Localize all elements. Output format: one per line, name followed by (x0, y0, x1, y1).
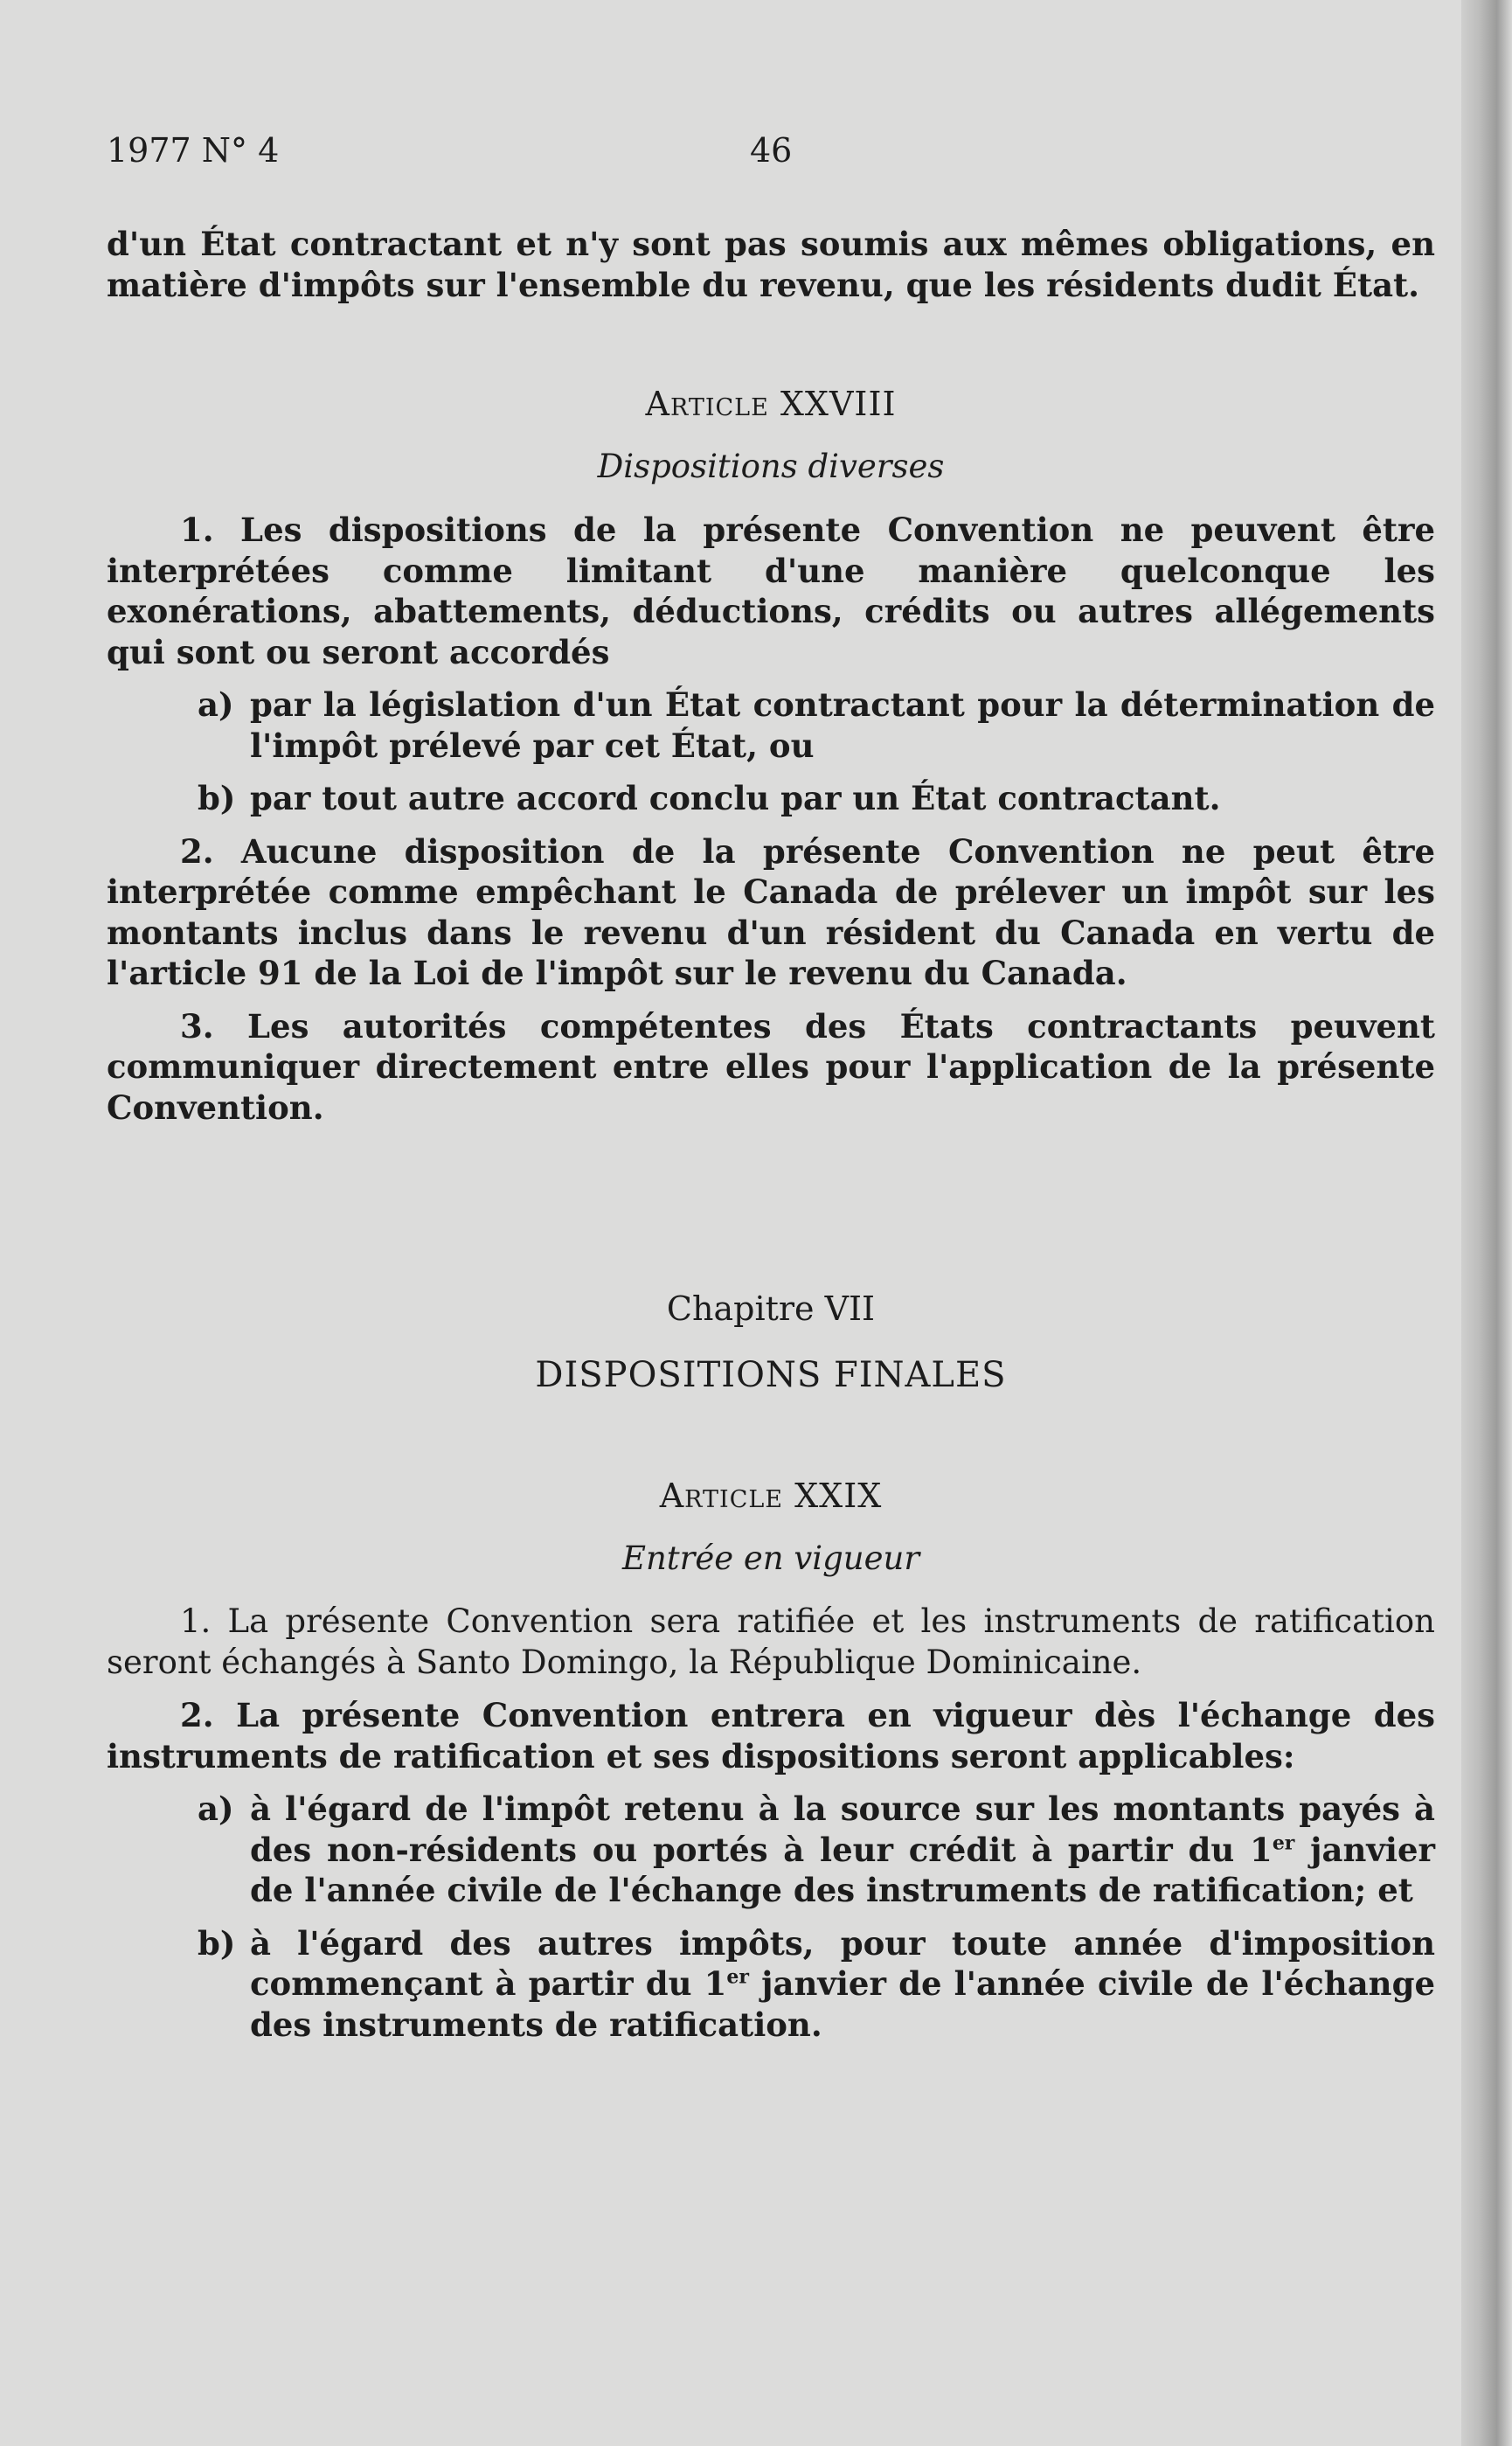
article-28-title: Article XXVIII (645, 385, 897, 423)
article-29-item-b (107, 1923, 1435, 2046)
superscript: er (726, 1965, 749, 1989)
document-page (107, 131, 1435, 2057)
article-29-title: Article XXIX (659, 1477, 883, 1515)
article-28-item-b (107, 778, 1435, 819)
article-29-subtitle: Entrée en vigueur (621, 1539, 920, 1577)
superscript: er (1272, 1831, 1295, 1855)
item-text-start: à l'égard de l'impôt retenu à la source sur les montants payés à des non-résidents ou portés à leur crédit à partir du 1 (250, 1789, 1435, 1869)
intro-paragraph: d'un État contractant et n'y sont pas soumis aux mêmes obligations, en matière d'impôts sur l'ensemble du revenu, que les résidents dudit État. (107, 225, 1435, 304)
article-28-paragraph-3: 3. Les autorités compétentes des États contractants peuvent communiquer directement entre elles pour l'application de la présente Convention. (107, 1006, 1435, 1127)
article-29-paragraph-1: 1. La présente Convention sera ratifiée et les instruments de ratification seront échangés à Santo Domingo, la République Dominicaine. (107, 1602, 1435, 1681)
article-29-item-a (107, 1789, 1435, 1911)
chapter-subtitle: DISPOSITIONS FINALES (535, 1355, 1007, 1395)
item-text-end: janvier de l'année civile de l'échange des instruments de ratification. (250, 1964, 1435, 2044)
item-text-end: janvier de l'année civile de l'échange des instruments de ratification; et (250, 1830, 1436, 1909)
article-28-subtitle: Dispositions diverses (597, 448, 945, 485)
item-label: b) (198, 779, 236, 817)
article-28-item-a (107, 684, 1435, 766)
item-text: par tout autre accord conclu par un État contractant. (250, 779, 1221, 817)
item-label: a) (198, 1789, 234, 1828)
header-issue: 1977 N° 4 (107, 131, 280, 170)
page-number: 46 (750, 131, 793, 170)
article-29-paragraph-2: 2. La présente Convention entrera en vigueur dès l'échange des instruments de ratification et ses dispositions seront applicables: (107, 1696, 1435, 1775)
scan-page-edge (1461, 0, 1512, 2446)
article-28-paragraph-1: 1. Les dispositions de la présente Convention ne peuvent être interprétées comme limitant d'une manière quelconque les exonérations, abattements, déductions, crédits ou autres allégements qui sont ou seront accordés (107, 511, 1435, 671)
chapter-title: Chapitre VII (666, 1289, 876, 1328)
item-label: b) (198, 1923, 236, 1963)
item-label: a) (198, 685, 234, 724)
item-text: par la législation d'un État contractant pour la détermination de l'impôt prélevé par cet État, ou (250, 685, 1435, 765)
page-header (107, 131, 1435, 184)
article-28-paragraph-2: 2. Aucune disposition de la présente Convention ne peut être interprétée comme empêchant le Canada de prélever un impôt sur les montants inclus dans le revenu d'un résident du Canada en vertu de l'article 91 de la Loi de l'impôt sur le revenu du Canada. (107, 831, 1435, 992)
item-text-start: à l'égard des autres impôts, pour toute année d'imposition commençant à partir du 1 (250, 1923, 1435, 2003)
